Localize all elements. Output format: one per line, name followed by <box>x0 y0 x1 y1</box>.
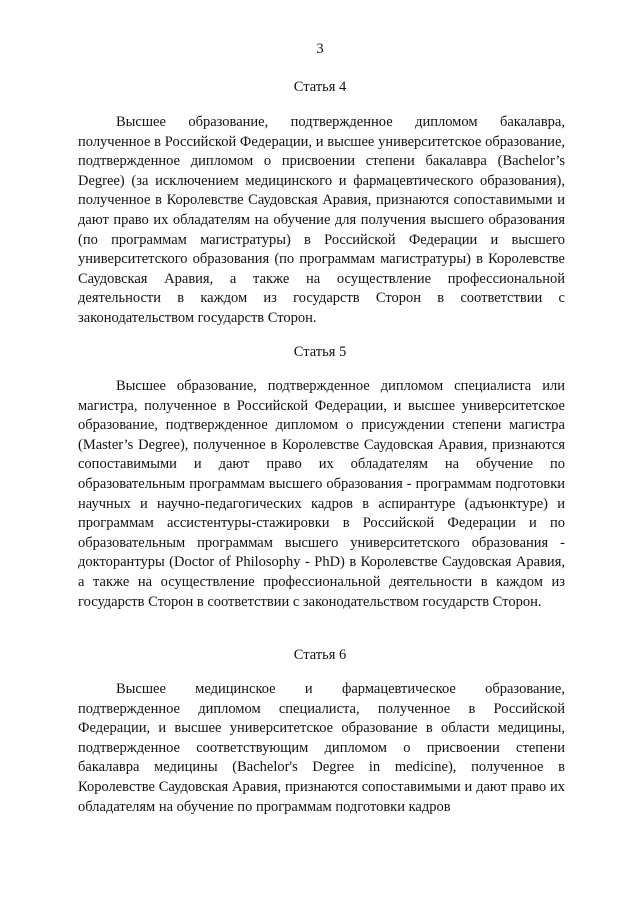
article-6-heading: Статья 6 <box>293 647 347 663</box>
article-4-text: Высшее образование, подтвержденное дипломом бакалавра, полученное в Российской Федерации, и высшее университетское образование, подтвержденное дипломом о присвоении степени бакалавра (Bachelor’s Degree) (за исключением медицинского и фармацевтического образования), полученное в Королевстве Саудовская Аравия, признаются сопоставимыми и дают право их обладателям на обучение для получения высшего образования (по программам магистратуры) в Российской Федерации и высшего университетского образования (по программам магистратуры) в Королевстве Саудовская Аравия, а также на осуществление профессиональной деятельности в каждом из государств Сторон в соответствии с законодательством государств Сторон. <box>78 114 565 326</box>
page-number: 3 <box>316 41 324 57</box>
article-5-text: Высшее образование, подтвержденное дипломом специалиста или магистра, полученное в Российской Федерации, и высшее университетское образование, подтвержденное дипломом о присуждении степени магистра (Master’s Degree), полученное в Королевстве Саудовская Аравия, признаются сопоставимыми и дают право их обладателям на обучение по образовательным программам высшего образования - программам подготовки научных и научно-педагогических кадров в аспирантуре (адъюнктуре) и программам ассистентуры-стажировки в Российской Федерации и по образовательным программам высшего университетского образования - докторантуры (Doctor of Philosophy - PhD) в Королевстве Саудовская Аравия, а также на осуществление профессиональной деятельности в каждом из государств Сторон в соответствии с законодательством государств Сторон. <box>78 378 565 610</box>
article-6-text: Высшее медицинское и фармацевтическое образование, подтвержденное дипломом специалиста, полученное в Российской Федерации, и высшее университетское образование в области медицины, подтвержденное соответствующим дипломом о присвоении степени бакалавра медицины (Bachelor's Degree in medicine), полученное в Королевстве Саудовская Аравия, признаются сопоставимыми и дают право их обладателям на обучение по программам подготовки кадров <box>78 681 565 815</box>
article-4-heading: Статья 4 <box>293 79 347 95</box>
article-5-heading: Статья 5 <box>293 344 347 360</box>
